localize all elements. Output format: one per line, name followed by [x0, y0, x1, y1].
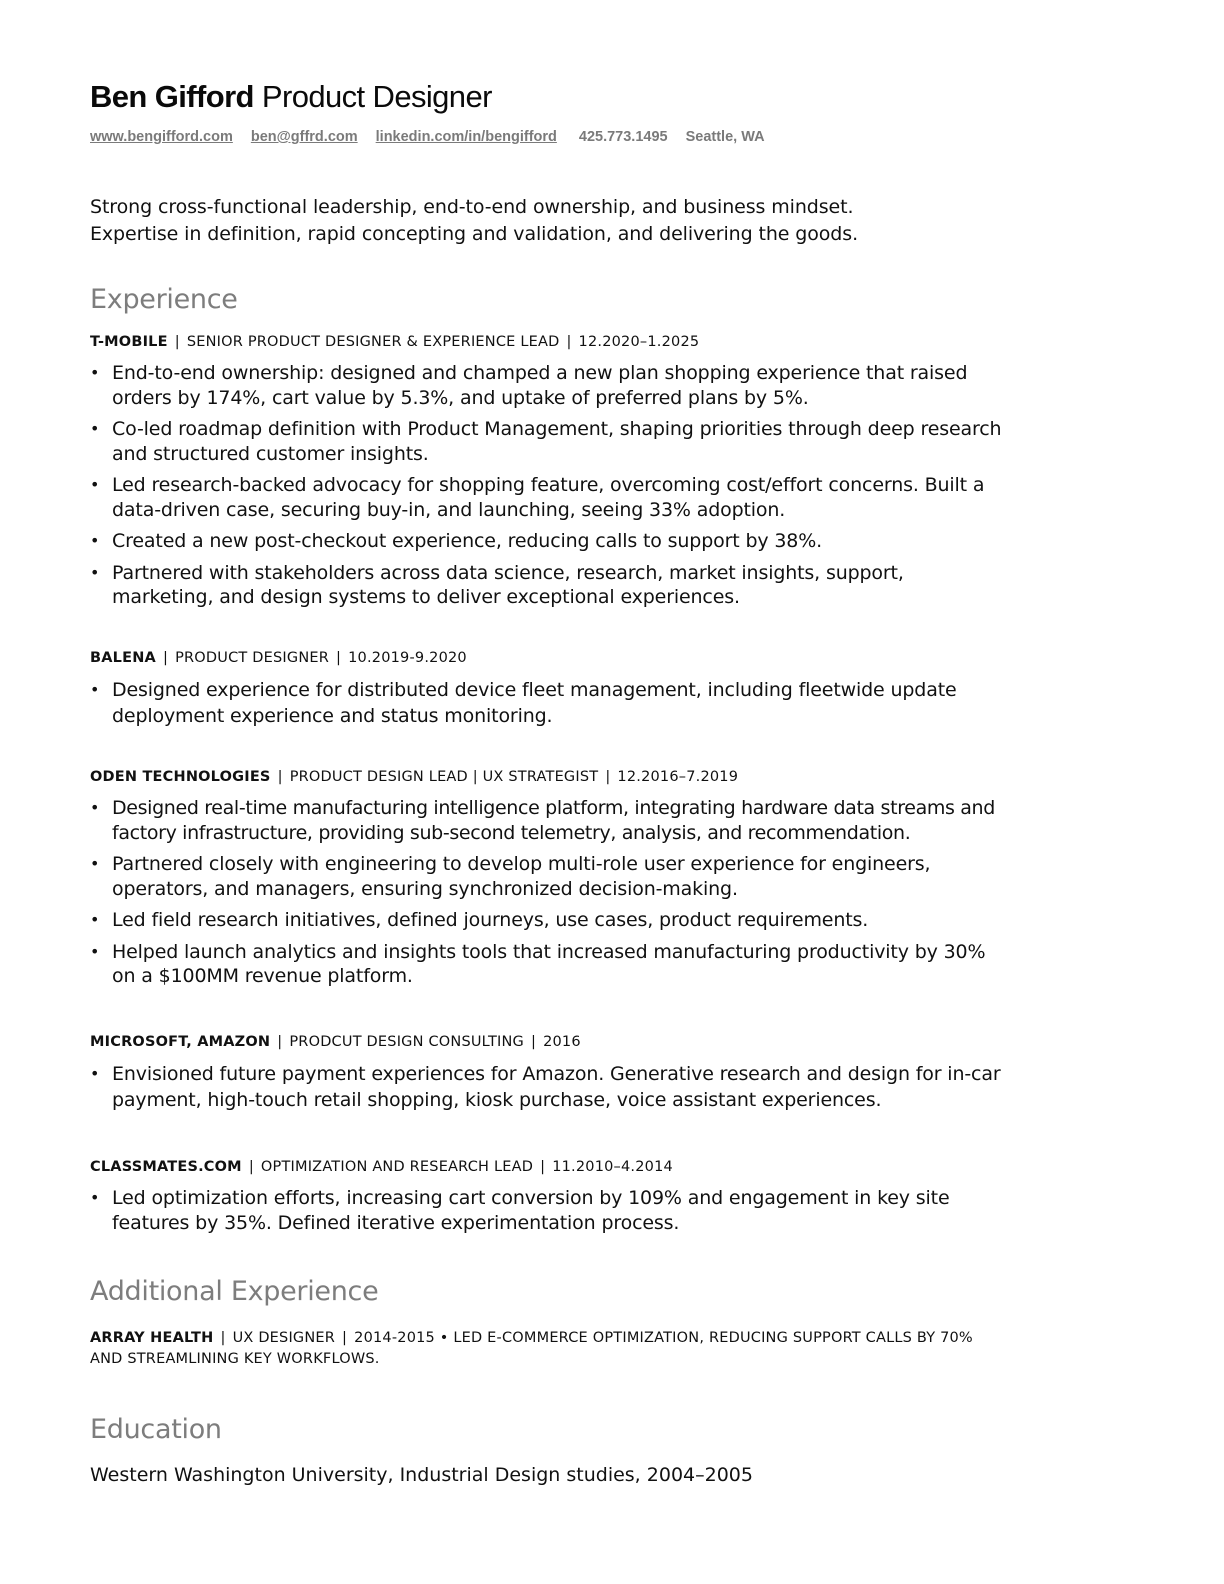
job-microsoft-amazon — [90, 1032, 1010, 1120]
education-heading: Education — [90, 1414, 222, 1445]
job-header: ODEN TECHNOLOGIES | PRODUCT DESIGN LEAD | UX STRATEGIST | 12.2016–7.2019 — [90, 769, 739, 785]
resume-header — [90, 78, 1010, 147]
job-header: BALENA | PRODUCT DESIGNER | 10.2019-9.2020 — [90, 650, 467, 666]
list-item: • Helped launch analytics and insights tools that increased manufacturing productivity by 30% on a $100MM revenue platform. — [90, 940, 1010, 989]
job-company: BALENA — [90, 650, 156, 666]
job-bullets — [90, 1061, 1010, 1113]
job-title: UX DESIGNER — [232, 1330, 336, 1346]
job-header: CLASSMATES.COM | OPTIMIZATION AND RESEARCH LEAD | 11.2010–4.2014 — [90, 1159, 673, 1175]
additional-experience-heading: Additional Experience — [90, 1276, 379, 1307]
job-title: OPTIMIZATION AND RESEARCH LEAD — [260, 1159, 534, 1175]
job-bullets — [90, 1186, 1010, 1235]
summary-line: Expertise in definition, rapid concepting and validation, and delivering the goods. — [90, 223, 859, 245]
job-company: CLASSMATES.COM — [90, 1159, 242, 1175]
job-company: T-MOBILE — [90, 334, 168, 350]
additional-experience-entry: ARRAY HEALTH | UX DESIGNER | 2014-2015 • LED E-COMMERCE OPTIMIZATION, REDUCING SUPPORT CALLS BY 70% AND STREAMLINING KEY WORKFLOWS. — [90, 1330, 973, 1367]
job-title: PRODUCT DESIGN LEAD | UX STRATEGIST — [289, 769, 599, 785]
list-item: • Partnered with stakeholders across data science, research, market insights, support, marketing, and design systems to deliver exceptional experiences. — [90, 561, 1010, 610]
job-balena — [90, 648, 1010, 736]
list-item: • Co-led roadmap definition with Product Management, shaping priorities through deep research and structured customer insights. — [90, 417, 1010, 466]
candidate-name: Ben Gifford — [90, 79, 254, 114]
job-bullets — [90, 361, 1010, 610]
job-details: 2014-2015 • LED E-COMMERCE OPTIMIZATION, REDUCING SUPPORT CALLS BY 70% AND STREAMLINING KEY WORKFLOWS. — [90, 1330, 973, 1367]
job-header: MICROSOFT, AMAZON | PRODCUT DESIGN CONSULTING | 2016 — [90, 1034, 581, 1050]
list-item: • Led optimization efforts, increasing cart conversion by 109% and engagement in key site features by 35%. Defined iterative experimentation process. — [90, 1186, 1010, 1235]
phone-number: 425.773.1495 — [578, 129, 668, 145]
job-dates: 10.2019-9.2020 — [348, 650, 467, 666]
experience-heading: Experience — [90, 284, 238, 315]
job-title: PRODCUT DESIGN CONSULTING — [289, 1034, 524, 1050]
email-link[interactable]: ben@gffrd.com — [250, 129, 358, 145]
summary — [90, 194, 1010, 248]
job-dates: 12.2016–7.2019 — [617, 769, 739, 785]
list-item: • Partnered closely with engineering to develop multi-role user experience for engineers, operators, and managers, ensuring synchronized decision-making. — [90, 852, 1010, 901]
job-bullets — [90, 677, 1010, 729]
website-link[interactable]: www.bengifford.com — [90, 129, 233, 145]
job-oden — [90, 767, 1010, 996]
job-classmates — [90, 1157, 1010, 1242]
job-company: ODEN TECHNOLOGIES — [90, 769, 271, 785]
list-item: • Designed real-time manufacturing intelligence platform, integrating hardware data streams and factory infrastructure, providing sub-second telemetry, analysis, and recommendation. — [90, 796, 1010, 845]
job-header: T-MOBILE | SENIOR PRODUCT DESIGNER & EXPERIENCE LEAD | 12.2020–1.2025 — [90, 334, 700, 350]
job-dates: 12.2020–1.2025 — [578, 334, 700, 350]
job-dates: 2016 — [543, 1034, 581, 1050]
job-company: MICROSOFT, AMAZON — [90, 1034, 271, 1050]
job-tmobile — [90, 332, 1010, 617]
job-dates: 11.2010–4.2014 — [552, 1159, 673, 1175]
contact-bar — [90, 127, 1010, 147]
candidate-role: Product Designer — [261, 79, 492, 114]
location: Seattle, WA — [685, 129, 765, 145]
list-item: • Envisioned future payment experiences for Amazon. Generative research and design for in-car payment, high-touch retail shopping, kiosk purchase, voice assistant experiences. — [90, 1061, 1010, 1113]
list-item: • Designed experience for distributed device fleet management, including fleetwide update deployment experience and status monitoring. — [90, 677, 1010, 729]
list-item: • End-to-end ownership: designed and champed a new plan shopping experience that raised orders by 174%, cart value by 5.3%, and uptake of preferred plans by 5%. — [90, 361, 1010, 410]
name-title — [90, 78, 1010, 116]
list-item: • Led research-backed advocacy for shopping feature, overcoming cost/effort concerns. Built a data-driven case, securing buy-in, and launching, seeing 33% adoption. — [90, 473, 1010, 522]
list-item: • Led field research initiatives, defined journeys, use cases, product requirements. — [90, 908, 1010, 933]
summary-line: Strong cross-functional leadership, end-to-end ownership, and business mindset. — [90, 196, 854, 218]
linkedin-link[interactable]: linkedin.com/in/bengifford — [375, 129, 557, 145]
education-entry: Western Washington University, Industrial Design studies, 2004–2005 — [90, 1464, 753, 1486]
job-title: SENIOR PRODUCT DESIGNER & EXPERIENCE LEAD — [186, 334, 560, 350]
job-bullets — [90, 796, 1010, 989]
job-title: PRODUCT DESIGNER — [175, 650, 330, 666]
job-company: ARRAY HEALTH — [90, 1330, 214, 1346]
list-item: • Created a new post-checkout experience, reducing calls to support by 38%. — [90, 529, 1010, 554]
